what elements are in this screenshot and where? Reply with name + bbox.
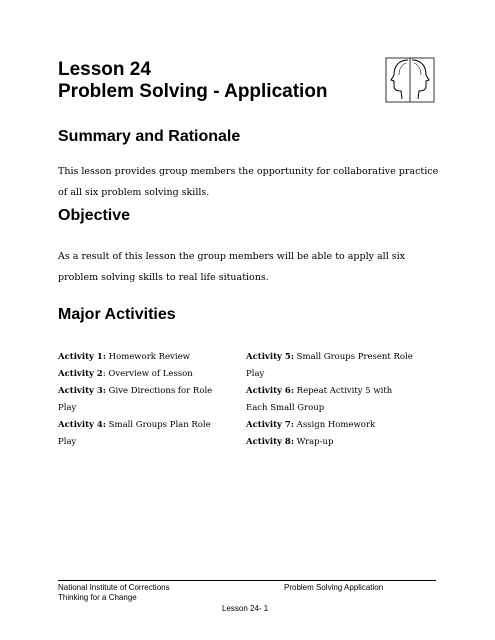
lesson-number: Lesson 24	[58, 59, 151, 80]
footer-org-line-2: Thinking for a Change	[58, 593, 137, 602]
summary-line-2: of all six problem solving skills.	[58, 187, 210, 198]
objective-heading: Objective	[58, 207, 131, 224]
activities-right-column	[246, 349, 421, 451]
lesson-title	[58, 59, 328, 103]
summary-heading: Summary and Rationale	[58, 128, 241, 145]
footer-section-title: Problem Solving Application	[284, 583, 384, 592]
activity-item-continuation: Play	[246, 369, 265, 379]
summary-text	[58, 161, 448, 203]
objective-line-1: As a result of this lesson the group members will be able to apply all six	[58, 251, 406, 262]
page-number: Lesson 24- 1	[222, 604, 269, 613]
activity-item: Activity 5: Small Groups Present Role	[246, 352, 413, 362]
objective-text	[58, 246, 448, 288]
activity-item: Activity 7: Assign Homework	[246, 420, 376, 430]
summary-line-1: This lesson provides group members the opportunity for collaborative practice	[58, 166, 439, 177]
footer-organization	[58, 583, 170, 603]
activity-item-continuation: Each Small Group	[246, 403, 325, 413]
footer-org-line-1: National Institute of Corrections	[58, 583, 170, 592]
activity-item-continuation: Play	[58, 437, 77, 447]
activity-item: Activity 2: Overview of Lesson	[58, 369, 193, 379]
activity-item-continuation: Play	[58, 403, 77, 413]
two-faces-profile-icon	[380, 55, 440, 105]
activities-heading: Major Activities	[58, 306, 176, 323]
lesson-name: Problem Solving - Application	[58, 81, 328, 102]
activity-item: Activity 4: Small Groups Plan Role	[58, 420, 211, 430]
activities-left-column	[58, 349, 233, 451]
activity-item: Activity 1: Homework Review	[58, 352, 190, 362]
footer-divider	[58, 580, 436, 581]
objective-line-2: problem solving skills to real life situations.	[58, 272, 269, 283]
activity-item: Activity 8: Wrap-up	[246, 437, 334, 447]
activity-item: Activity 3: Give Directions for Role	[58, 386, 213, 396]
activity-item: Activity 6: Repeat Activity 5 with	[246, 386, 393, 396]
